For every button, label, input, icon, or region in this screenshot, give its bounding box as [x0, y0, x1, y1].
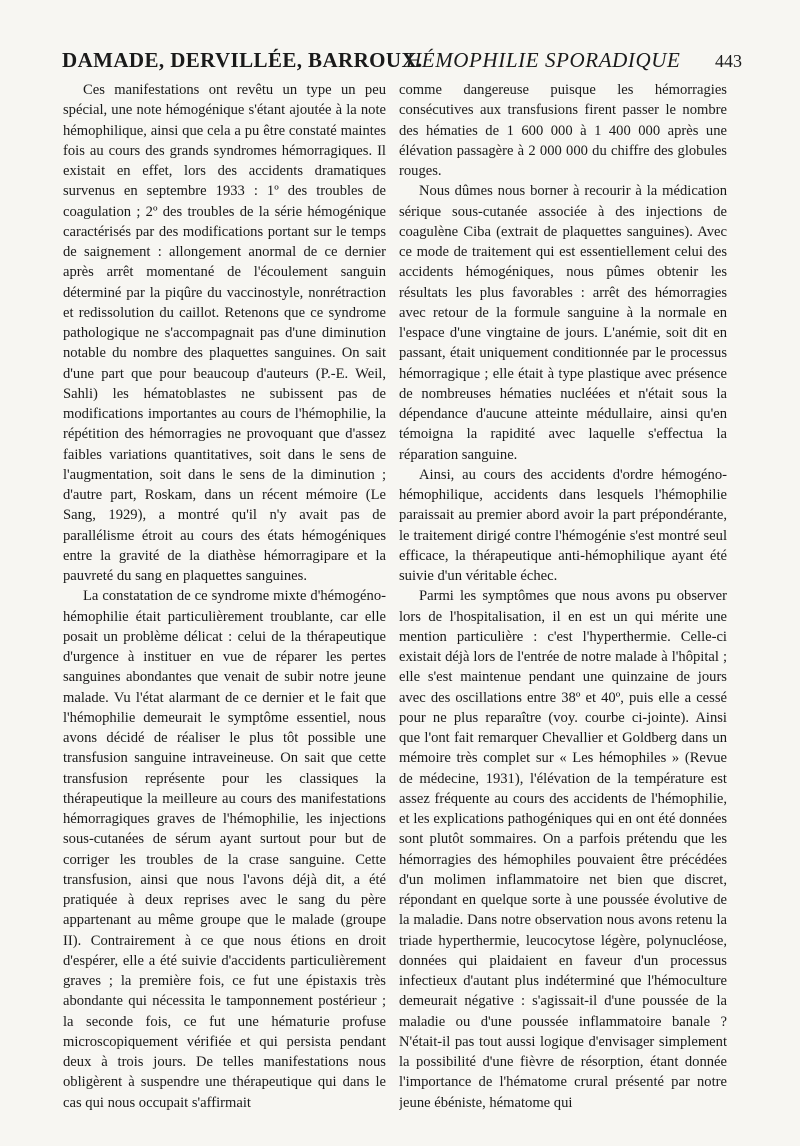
page-number: 443 [715, 51, 742, 71]
paragraph: Ces manifestations ont revêtu un type un peu spécial, une note hémogénique s'étant ajoutée à la note hémophilique, ainsi que cela a pu être constaté maintes fois au cours des grands syndromes hémorragiques. Il existait en effet, lors des accidents dramatiques survenus en septembre 1933 : 1º des troubles de coagulation ; 2º des troubles de la série hémogénique caractérisés par des modifications portant sur le temps de saignement : allongement anormal de ce dernier après arrêt momentané de l'écoulement sanguin déterminé par la piqûre du vaccinostyle, nonrétraction et redissolution du caillot. Retenons que ce syndrome pathologique ne s'accompagnait pas d'une diminution notable du nombre des plaquettes sanguines. On sait d'une part que pour beaucoup d'auteurs (P.-E. Weil, Sahli) les hématoblastes ne subissent pas de modifications importantes au cours de l'hémophilie, la répétition des hémorragies ne provoquant que d'assez faibles variations quantitatives, soit dans le sens de l'augmentation, soit dans le sens de la diminution ; d'autre part, Roskam, dans un récent mémoire (Le Sang, 1929), a montré qu'il n'y avait pas de parallélisme étroit au cours des états hémogéniques entre la gravité de la diathèse hémorragipare et la pauvreté du sang en plaquettes sanguines. [63, 82, 386, 584]
right-text-column [399, 80, 727, 1110]
left-text-column [63, 80, 386, 1110]
running-head-title: HÉMOPHILIE SPORADIQUE [406, 48, 681, 72]
paragraph: Ainsi, au cours des accidents d'ordre hémogéno-hémophilique, accidents dans lesquels l'hémophilie paraissait au premier abord avoir la part prépondérante, le traitement dirigé contre l'hémogénie s'est montré seul efficace, la thérapeutique anti-hémophilique ayant été suivie d'un véritable échec. [399, 466, 727, 584]
paragraph: La constatation de ce syndrome mixte d'hémogéno-hémophilie était particulièrement troublante, car elle posait un problème délicat : celui de la thérapeutique d'urgence à instituer en vue de réparer les pertes sanguines abondantes que venait de subir notre jeune malade. Vu l'état alarmant de ce dernier et le fait que l'hémophilie demeurait le symptôme essentiel, nous avons décidé de réaliser le plus tôt possible une transfusion sanguine intraveineuse. On sait que cette transfusion représente pour les classiques la thérapeutique la meilleure au cours des manifestations hémorragiques graves de l'hémophilie, les injections sous-cutanées de sérum ayant surtout pour but de corriger les troubles de la crase sanguine. Cette transfusion, ainsi que nous l'avons déjà dit, a été pratiquée à deux reprises avec le sang du père appartenant au même groupe que le malade (groupe II). Contrairement à ce que nous étions en droit d'espérer, elle a été suivie d'accidents particulièrement graves ; la première fois, ce fut une épistaxis très abondante qui nécessita le tamponnement postérieur ; la seconde fois, ce fut une hématurie profuse microscopiquement vérifiée et qui persista pendant deux à trois jours. De telles manifestations nous obligèrent à suspendre une thérapeutique qui dans le cas qui nous occupait s'affirmait [63, 588, 386, 1110]
running-head [62, 44, 742, 78]
paragraph: Nous dûmes nous borner à recourir à la médication sérique sous-cutanée associée à des injections de coagulène Ciba (extrait de plaquettes sanguines). Avec ce mode de traitement qui est essentiellement celui des accidents hémogéniques, nous pûmes obtenir les résultats les plus favorables : arrêt des hémorragies avec retour de la formule sanguine à la normale en l'espace d'une vingtaine de jours. L'anémie, soit dit en passant, était uniquement conditionnée par le processus hémorragique ; elle était à type plastique avec présence de nombreuses hématies nucléées et n'était sous la dépendance d'aucune atteinte médullaire, ainsi qu'en témoigna la rapidité avec laquelle s'effectua la réparation sanguine. [399, 183, 727, 463]
running-head-authors: DAMADE, DERVILLÉE, BARROUX. [62, 48, 423, 72]
paragraph: comme dangereuse puisque les hémorragies consécutives aux transfusions firent passer le nombre des hématies de 1 600 000 à 1 400 000 après une élévation passagère à 2 000 000 du chiffre des globules rouges. [399, 82, 727, 179]
paragraph: Parmi les symptômes que nous avons pu observer lors de l'hospitalisation, il en est un qui mérite une mention particulière : c'est l'hyperthermie. Celle-ci existait déjà lors de l'entrée de notre malade à l'hôpital ; elle s'est maintenue pendant une quinzaine de jours avec des oscillations entre 38º et 40º, puis elle a cessé pour ne plus reparaître (voy. courbe ci-jointe). Ainsi que l'ont fait remarquer Chevallier et Goldberg dans un mémoire très complet sur « Les hémophiles » (Revue de médecine, 1931), l'élévation de la température est assez fréquente au cours des accidents de l'hémophilie, et les explications pathogéniques qui en ont été données sont plutôt sommaires. On a parfois prétendu que les hémorragies des hémophiles pouvaient être précédées d'un molimen inflammatoire net bien que discret, répondant en quelque sorte à une poussée évolutive de la maladie. Dans notre observation nous avons retenu la triade hyperthermie, leucocytose légère, polynucléose, données qui plaidaient en faveur d'un processus infectieux d'autant plus indéterminé que l'hémoculture demeurait négative : s'agissait-il d'une poussée de la maladie ou d'une poussée inflammatoire banale ? N'était-il pas tout aussi logique d'envisager simplement la possibilité d'une fièvre de résorption, étant donnée l'importance de l'hématome crural présenté par notre jeune ébéniste, hématome qui [399, 588, 727, 1110]
